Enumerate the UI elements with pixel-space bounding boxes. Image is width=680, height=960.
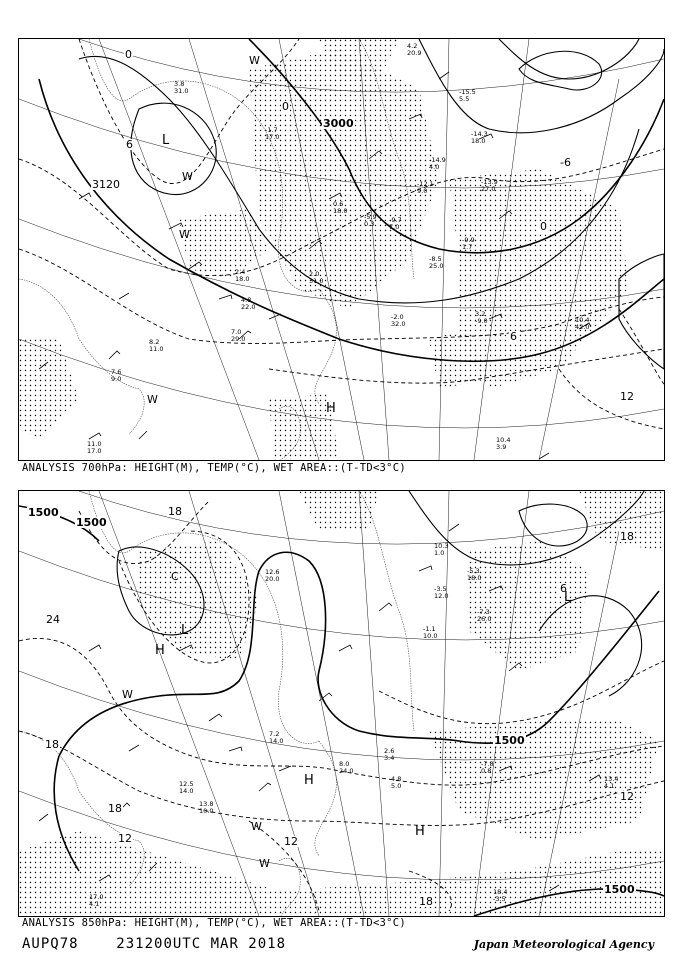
station-obs: 18.4 -3.5 [493, 888, 508, 903]
station-obs: -7.3 26.0 [477, 608, 492, 623]
station-obs: -8.5 25.0 [429, 255, 444, 270]
station-obs: 4.8 22.0 [241, 296, 256, 311]
isotherm-label: 6 [126, 138, 133, 151]
station-obs: -15.5 5.5 [459, 88, 476, 103]
station-obs: -9.7 7.0 [389, 216, 402, 231]
warm-center-marker: W [147, 393, 158, 406]
low-center-marker: L [564, 590, 572, 605]
high-center-marker: H [326, 401, 336, 416]
isotherm-label: 18 [45, 738, 59, 751]
station-obs: 3.2 -9.0 [475, 310, 488, 325]
analysis-datetime: 231200UTC MAR 2018 [116, 936, 287, 952]
panel-caption-700hpa: ANALYSIS 700hPa: HEIGHT(M), TEMP(°C), WET AREA::(T-TD<3°C) [22, 462, 407, 474]
wet-areas [19, 39, 629, 460]
isotherm-label: 12 [284, 835, 298, 848]
warm-center-marker: W [179, 228, 190, 241]
station-obs: -9.9 1.7 [462, 236, 475, 251]
isotherm-label: 0 [125, 48, 132, 61]
high-center-marker: H [415, 824, 425, 839]
station-obs: 4.2 20.9 [407, 42, 422, 57]
station-obs: -1.1 10.0 [423, 625, 438, 640]
cold-center-marker: C [171, 570, 179, 583]
panel-caption-850hpa: ANALYSIS 850hPa: HEIGHT(M), TEMP(°C), WET AREA::(T-TD<3°C) [22, 917, 407, 929]
station-obs: -1.7 17.0 [265, 126, 280, 141]
station-obs: 8.2 11.0 [149, 338, 164, 353]
warm-center-marker: W [182, 170, 193, 183]
isotherm-label: 24 [46, 613, 60, 626]
station-obs: 0.6 18.0 [333, 200, 348, 215]
station-obs: 4.8 5.0 [391, 775, 402, 790]
isotherm-label: 12 [620, 390, 634, 403]
height-label-3000: 3000 [323, 117, 354, 130]
station-obs: 10.4 42.0 [575, 316, 590, 331]
map-panel-850hpa [18, 490, 665, 917]
height-label-1500: 1500 [604, 883, 635, 896]
station-obs: 2.6 3.4 [384, 747, 395, 762]
station-obs: 8.0 24.0 [339, 760, 354, 775]
warm-center-marker: W [251, 820, 262, 833]
height-label-3120: 3120 [92, 178, 120, 191]
low-center-marker: L [181, 623, 189, 638]
station-obs: 10.3 1.0 [434, 542, 449, 557]
high-center-marker: H [304, 773, 314, 788]
station-obs: -2.0 32.0 [391, 313, 406, 328]
height-label-1500: 1500 [76, 516, 107, 529]
height-label-1500: 1500 [494, 734, 525, 747]
product-id: AUPQ78 [22, 936, 79, 952]
isotherm-label: -6 [560, 156, 571, 169]
station-obs: -7.8 0.8 [481, 760, 494, 775]
station-obs: 7.2 14.0 [269, 730, 284, 745]
isotherm-label: 18 [419, 895, 433, 908]
isotherm-label: 12 [620, 790, 634, 803]
product-header [22, 936, 286, 952]
isotherm-label: 12 [118, 832, 132, 845]
wet-areas [19, 491, 664, 916]
station-obs: 13.8 10.0 [199, 800, 214, 815]
station-obs: 11.0 17.0 [87, 440, 102, 455]
warm-center-marker: W [259, 857, 270, 870]
station-obs: -12.1 9.0 [417, 180, 434, 195]
station-obs: -5.3 18.0 [467, 567, 482, 582]
station-obs: -14.3 18.0 [471, 130, 488, 145]
isotherm-label: 6 [510, 330, 517, 343]
isotherm-label: 0 [540, 220, 547, 233]
map-850hpa-canvas [19, 491, 664, 916]
isotherm-label: 18 [620, 530, 634, 543]
station-obs: -5.9 0.3 [364, 213, 377, 228]
warm-center-marker: W [249, 54, 260, 67]
station-obs: -3.5 12.0 [434, 585, 449, 600]
station-obs: 17.0 4.1 [89, 893, 104, 908]
isotherm-label: 6 [560, 582, 567, 595]
isotherm-label: 18 [108, 802, 122, 815]
station-obs: 13.4 4.1 [604, 775, 619, 790]
station-obs: 2.0 31.0 [309, 270, 324, 285]
station-obs: -14.9 4.0 [429, 156, 446, 171]
high-center-marker: H [155, 643, 165, 658]
isotherm-label: 0 [282, 100, 289, 113]
station-obs: 2.4 18.0 [235, 268, 250, 283]
isotherm-label: 18 [168, 505, 182, 518]
station-obs: 12.5 14.0 [179, 780, 194, 795]
station-obs: 7.6 9.0 [111, 368, 122, 383]
map-panel-700hpa [18, 38, 665, 461]
map-700hpa-canvas [19, 39, 664, 460]
low-center-marker: L [162, 133, 170, 148]
station-obs: 3.8 31.0 [174, 80, 189, 95]
agency-name: Japan Meteorological Agency [473, 938, 654, 951]
height-label-1500: 1500 [28, 506, 59, 519]
station-obs: 10.4 3.9 [496, 436, 511, 451]
station-obs: -13.9 27.0 [481, 178, 498, 193]
station-obs: 7.0 29.0 [231, 328, 246, 343]
station-obs: 12.6 20.0 [265, 568, 280, 583]
warm-center-marker: W [122, 688, 133, 701]
